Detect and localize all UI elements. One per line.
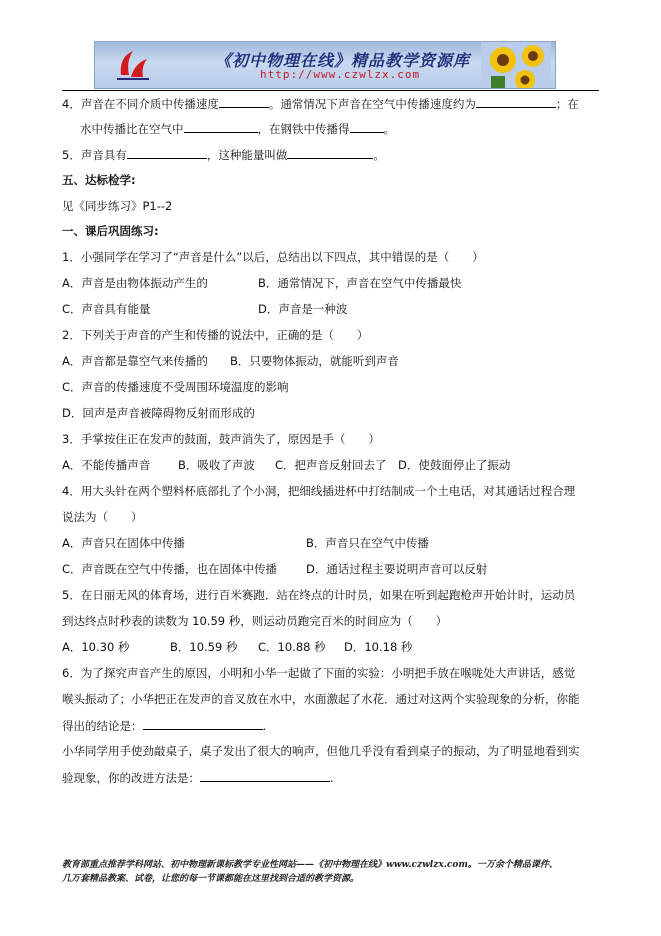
problem-7-line2 — [62, 769, 334, 786]
section-heading-1: 一、课后巩固练习: — [62, 224, 159, 238]
option-5C[interactable]: C．10.88 秒 — [258, 640, 326, 654]
text: ，在钢铁中传播得 — [257, 122, 350, 136]
option-5A[interactable]: A．10.30 秒 — [62, 640, 130, 654]
option-5D[interactable]: D．10.18 秒 — [344, 640, 413, 654]
text: 。 — [383, 122, 395, 136]
header-divider — [62, 90, 599, 91]
option-1A[interactable]: A．声音是由物体振动产生的 — [62, 276, 208, 290]
text: 水中传播比在空气中 — [80, 122, 184, 136]
text: 5．声音具有 — [62, 148, 127, 162]
site-logo-icon — [113, 45, 153, 85]
option-3A[interactable]: A．不能传播声音 — [62, 458, 151, 472]
option-2C[interactable]: C．声音的传播速度不受周围环境温度的影响 — [62, 380, 289, 394]
footer-line-2: 几万套精品教案、试卷，让您的每一节课都能在这里找到合适的教学资源。 — [62, 874, 360, 884]
text: 。 — [373, 148, 385, 162]
option-2D[interactable]: D．回声是声音被障碍物反射而形成的 — [62, 406, 255, 420]
blank-field[interactable] — [219, 95, 269, 108]
problem-4-line1: 4．用大头针在两个塑料杯底部扎了个小洞，把细线插进杯中打结制成一个土电话，对其通话过程合理 — [62, 484, 576, 498]
option-4A[interactable]: A．声音只在固体中传播 — [62, 536, 185, 550]
problem-6-line3 — [62, 717, 266, 734]
text: 验现象，你的改进方法是： — [62, 771, 200, 785]
text: 。通常情况下声音在空气中传播速度约为 — [268, 97, 476, 111]
option-4C[interactable]: C．声音既在空气中传播，也在固体中传播 — [62, 562, 278, 576]
option-3C[interactable]: C．把声音反射回去了 — [275, 458, 387, 472]
problem-3: 3．手掌按住正在发声的鼓面，鼓声消失了，原因是手（ ） — [62, 432, 380, 446]
problem-6-line2: 喉头振动了；小华把正在发声的音叉放在水中，水面激起了水花．通过对这两个实验现象的分析，你能 — [62, 692, 580, 706]
blank-field[interactable] — [287, 146, 373, 159]
text: . — [330, 771, 334, 785]
footer-line-1: 教育部重点推荐学科网站、初中物理新课标教学专业性网站——《初中物理在线》www.czwlzx.com。一万余个精品课件、 — [62, 860, 558, 870]
problem-2: 2．下列关于声音的产生和传播的说法中，正确的是（ ） — [62, 328, 369, 342]
option-3D[interactable]: D．使鼓面停止了振动 — [398, 458, 511, 472]
text: ；在 — [555, 97, 579, 111]
problem-4-line2: 说法为（ ） — [62, 510, 143, 524]
text: 得出的结论是： — [62, 719, 143, 733]
site-url[interactable]: http://www.czwlzx.com — [260, 68, 421, 81]
option-1D[interactable]: D．声音是一种波 — [258, 302, 348, 316]
problem-5-line2: 到达终点时秒表的读数为 10.59 秒，则运动员跑完百米的时间应为（ ） — [62, 614, 448, 628]
problem-7-line1: 小华同学用手使劲敲桌子，桌子发出了很大的响声，但他几乎没有看到桌子的振动，为了明显地看到实 — [62, 744, 580, 758]
problem-5-line1: 5．在日丽无风的体育场，进行百米赛跑．站在终点的计时员，如果在听到起跑枪声开始计时，运动员 — [62, 588, 576, 602]
option-2B[interactable]: B．只要物体振动，就能听到声音 — [230, 354, 399, 368]
site-title: 《初中物理在线》精品教学资源库 — [215, 51, 471, 70]
text: ，这种能量叫做 — [206, 148, 288, 162]
reference-text: 见《同步练习》P1--2 — [62, 199, 173, 213]
option-1C[interactable]: C．声音具有能量 — [62, 302, 151, 316]
text: . — [262, 719, 267, 733]
blank-field[interactable] — [476, 95, 556, 108]
problem-6-line1: 6．为了探究声音产生的原因，小明和小华一起做了下面的实验：小明把手放在喉咙处大声讲话，感觉 — [62, 666, 576, 680]
header-banner — [94, 41, 556, 89]
fill-question-4-line1 — [62, 95, 579, 112]
fill-question-4-line2 — [80, 120, 395, 137]
option-2A[interactable]: A．声音都是靠空气来传播的 — [62, 354, 208, 368]
blank-field[interactable] — [200, 769, 330, 782]
option-1B[interactable]: B．通常情况下，声音在空气中传播最快 — [258, 276, 462, 290]
fill-question-5 — [62, 146, 385, 163]
sunflower-image-icon — [481, 42, 551, 88]
option-4B[interactable]: B．声音只在空气中传播 — [306, 536, 429, 550]
section-heading-5: 五、达标检学: — [62, 173, 136, 187]
blank-field[interactable] — [127, 146, 207, 159]
problem-1: 1．小强同学在学习了“声音是什么”以后，总结出以下四点，其中错误的是（ ） — [62, 250, 484, 264]
option-3B[interactable]: B．吸收了声波 — [178, 458, 255, 472]
page-footer — [62, 858, 558, 886]
option-4D[interactable]: D．通话过程主要说明声音可以反射 — [306, 562, 488, 576]
blank-field[interactable] — [350, 120, 384, 133]
blank-field[interactable] — [184, 120, 258, 133]
option-5B[interactable]: B．10.59 秒 — [170, 640, 238, 654]
text: 4．声音在不同介质中传播速度 — [62, 97, 219, 111]
blank-field[interactable] — [143, 717, 263, 730]
